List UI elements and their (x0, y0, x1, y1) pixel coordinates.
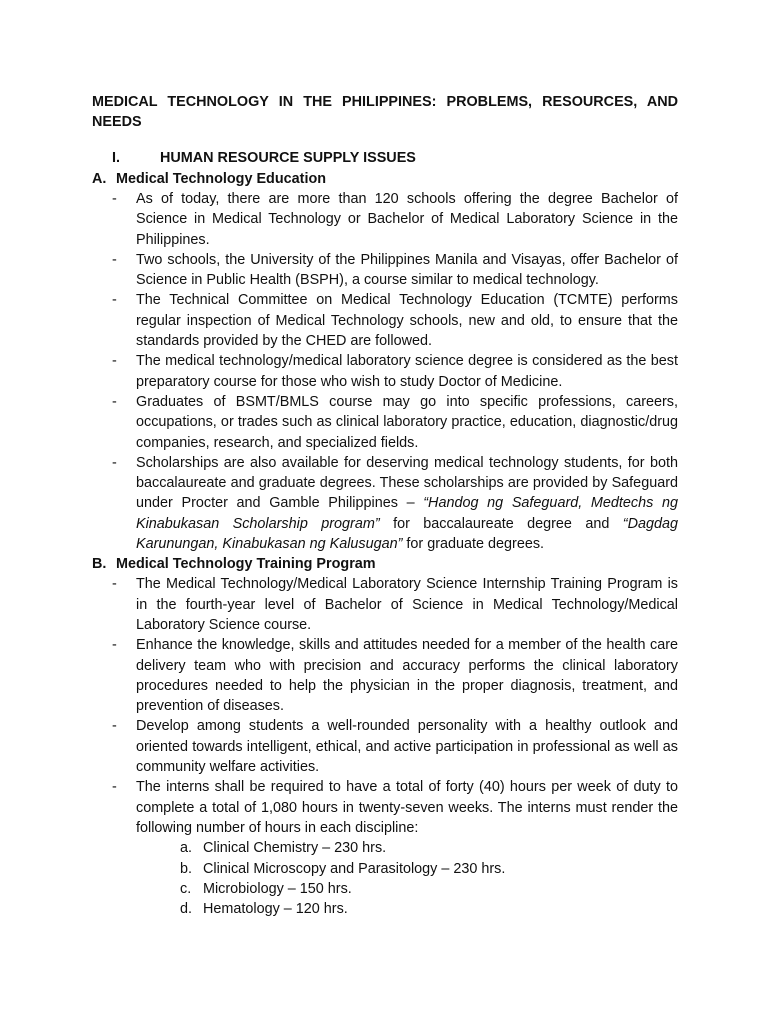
training-bullet-list (92, 574, 678, 838)
bullet-dash: - (112, 191, 117, 207)
discipline-item (92, 879, 678, 899)
list-item-text: The Medical Technology/Medical Laboratory Science Internship Training Program is in the fourth-year level of Bachelor of Science in Medical Technology/Medical Laboratory Science course. (136, 576, 678, 633)
list-item-text: Develop among students a well-rounded personality with a healthy outlook and oriented towards intelligent, ethical, and active participation in professional as well as community welfare activities. (136, 718, 678, 776)
discipline-text: Clinical Microscopy and Parasitology – 230 hrs. (203, 860, 506, 877)
section-number: I. (112, 150, 120, 166)
list-item (92, 392, 678, 453)
discipline-letter: b. (180, 860, 193, 877)
discipline-item (92, 838, 678, 858)
list-item (92, 351, 678, 392)
discipline-item (92, 899, 678, 919)
document-title: MEDICAL TECHNOLOGY IN THE PHILIPPINES: PROBLEMS, RESOURCES, AND NEEDS (92, 94, 678, 130)
discipline-hours-list (92, 838, 678, 919)
scholarship-text-2: for baccalaureate degree and (379, 515, 623, 532)
bullet-dash: - (112, 353, 117, 370)
list-item (92, 250, 678, 291)
list-item (92, 574, 678, 635)
scholarship-list-item (92, 453, 678, 554)
discipline-text: Microbiology – 150 hrs. (203, 880, 352, 897)
subsection-title: Medical Technology Training Program (116, 556, 376, 573)
subsection-heading-b (92, 554, 678, 574)
discipline-letter: a. (180, 840, 193, 857)
bullet-dash: - (112, 393, 117, 410)
list-item (92, 635, 678, 716)
subsection-title: Medical Technology Education (116, 171, 327, 187)
list-item-text: Two schools, the University of the Philippines Manila and Visayas, offer Bachelor of Science in Public Health (BSPH), a course similar to medical technology. (136, 251, 678, 289)
section-heading-1 (92, 148, 678, 168)
discipline-item (92, 859, 678, 879)
bullet-dash: - (112, 718, 117, 735)
scholarship-text-1: Scholarships are also available for deserving medical technology students, for both baccalaureate and graduate degrees. These scholarships are provided by Safeguard under Procter and Gamble Philippines – (136, 454, 678, 512)
scholarship-program-2: “Dagdag Karunungan, Kinabukasan ng Kalusugan” (136, 515, 678, 553)
list-item (92, 716, 678, 777)
discipline-text: Clinical Chemistry – 230 hrs. (203, 840, 387, 857)
discipline-letter: c. (180, 880, 192, 897)
bullet-dash: - (112, 251, 117, 268)
bullet-dash: - (112, 292, 117, 309)
scholarship-program-1: “Handog ng Safeguard, Medtechs ng Kinabukasan Scholarship program” (136, 495, 678, 532)
scholarship-text-3: for graduate degrees. (402, 536, 545, 553)
section-title: HUMAN RESOURCE SUPPLY ISSUES (160, 150, 416, 166)
list-item-text: The medical technology/medical laboratory science degree is considered as the best preparatory course for those who wish to study Doctor of Medicine. (136, 353, 678, 390)
list-item-text: As of today, there are more than 120 schools offering the degree Bachelor of Science in Medical Technology or Bachelor of Medical Laboratory Science in the Philippines. (136, 191, 678, 248)
bullet-dash: - (112, 637, 117, 654)
list-item-text: The interns shall be required to have a total of forty (40) hours per week of duty to complete a total of 1,080 hours in twenty-seven weeks. The interns must render the following number of hours in each discipline: (136, 779, 678, 836)
discipline-letter: d. (180, 901, 193, 918)
list-item-text: The Technical Committee on Medical Technology Education (TCMTE) performs regular inspection of Medical Technology schools, new and old, to ensure that the standards provided by the CHED are followed. (136, 292, 678, 350)
education-bullet-list (92, 189, 678, 554)
bullet-dash: - (112, 454, 117, 471)
list-item (92, 189, 678, 250)
list-item-text: Graduates of BSMT/BMLS course may go into specific professions, careers, occupations, or trades such as clinical laboratory practice, education, diagnostic/drug companies, research, and specialized fields. (136, 393, 678, 451)
discipline-text: Hematology – 120 hrs. (203, 901, 348, 918)
bullet-dash: - (112, 576, 117, 593)
subsection-heading-a (92, 169, 678, 189)
list-item (92, 290, 678, 351)
bullet-dash: - (112, 779, 117, 796)
subsection-letter: B. (92, 556, 107, 573)
list-item-text: Enhance the knowledge, skills and attitudes needed for a member of the health care delivery team who with precision and accuracy performs the clinical laboratory procedures needed to help the physician in the proper diagnosis, treatment, and prevention of diseases. (136, 637, 678, 715)
subsection-letter: A. (92, 171, 107, 187)
list-item (92, 777, 678, 838)
